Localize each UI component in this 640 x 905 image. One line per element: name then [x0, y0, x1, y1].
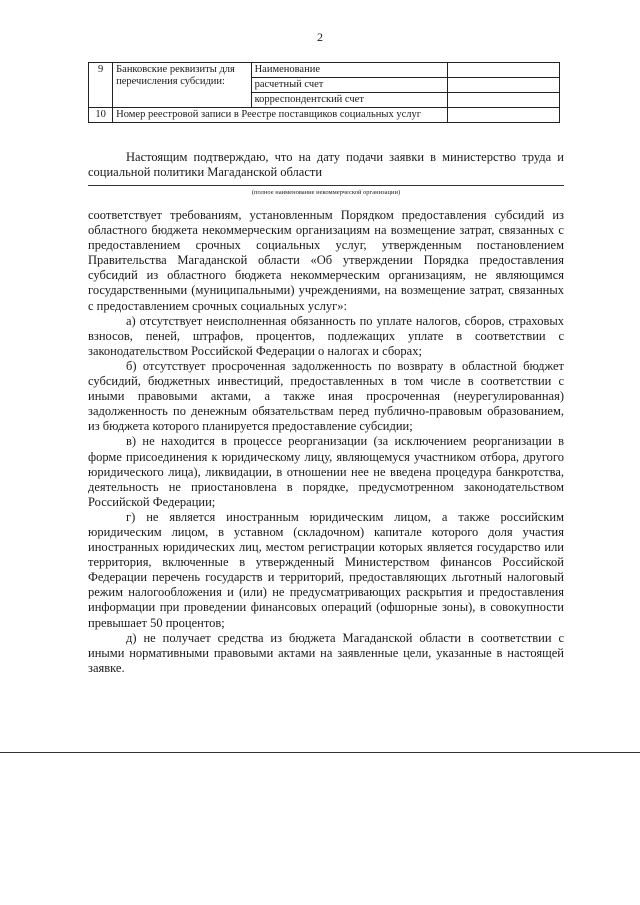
confirmation-text: [88, 150, 564, 180]
org-name-blank-line: [88, 185, 564, 186]
paragraph-item-e: д) не получает средства из бюджета Магаданской области в соответствии с иными нормативными правовыми актами на заявленные цели, указанные в настоящей заявке.: [88, 630, 564, 675]
paragraph-item-a: а) отсутствует неисполненная обязанность по уплате налогов, сборов, страховых взносов, пеней, штрафов, процентов, подлежащих уплате в соответствии с законодательством Российской Федерации о налогах и сборах;: [88, 313, 564, 358]
field-value: [447, 93, 559, 108]
paragraph-item-b: б) отсутствует просроченная задолженность по возврату в областной бюджет субсидий, бюджетных инвестиций, предоставленных в том числе в соответствии с иными правовыми актами, а также иная просроченная (неурегулированная) задолженность по денежным обязательствам перед публично-правовым образованием, из бюджета которого планируется предоставление субсидии;: [88, 358, 564, 434]
paragraph-intro: соответствует требованиям, установленным Порядком предоставления субсидий из областного бюджета некоммерческим организациям на возмещение затрат, связанных с предоставлением срочных социальных услуг, утвержденным постановлением Правительства Магаданской области «Об утверждении Порядка предоставления субсидий из областного бюджета некоммерческим организациям, не являющимся государственными (муниципальными) учреждениями, на возмещение затрат, связанных с предоставлением срочных социальных услуг»:: [88, 208, 564, 313]
page-number: 2: [317, 30, 323, 44]
page-bottom-rule: [0, 752, 640, 753]
bank-details-table: [88, 62, 560, 123]
row-number: 9: [89, 63, 113, 108]
org-name-caption: (полное наименование некоммерческой организации): [251, 189, 401, 196]
table-row: [89, 63, 560, 78]
row-label: Банковские реквизиты для перечисления субсидии:: [113, 63, 251, 108]
row-label: Номер реестровой записи в Реестре поставщиков социальных услуг: [113, 108, 448, 123]
document-body: [88, 208, 564, 676]
row-number: 10: [89, 108, 113, 123]
paragraph-item-d: г) не является иностранным юридическим лицом, а также российским юридическим лицом, в уставном (складочном) капитале которого доля участия иностранных юридических лиц, местом регистрации которых является государство или территория, включенные в утвержденный Министерством финансов Российской Федерации перечень государств и территорий, предоставляющих льготный налоговый режим налогообложения и (или) не предусматривающих раскрытия и предоставления информации при проведении финансовых операций (офшорные зоны), в совокупности превышает 50 процентов;: [88, 509, 564, 630]
field-value: [447, 63, 559, 78]
table-row: [89, 108, 560, 123]
field-value: [447, 78, 559, 93]
field-value: [447, 108, 559, 123]
field-name: расчетный счет: [251, 78, 447, 93]
paragraph-item-c: в) не находится в процессе реорганизации (за исключением реорганизации в форме присоединения к юридическому лицу, являющемуся участником отбора, другого юридического лица), ликвидации, в отношении нее не введена процедура банкротства, деятельность не приостановлена в порядке, предусмотренном законодательством Российской Федерации;: [88, 434, 564, 509]
confirmation-sentence: Настоящим подтверждаю, что на дату подачи заявки в министерство труда и социальной политики Магаданской области: [88, 150, 564, 179]
field-name: Наименование: [251, 63, 447, 78]
field-name: корреспондентский счет: [251, 93, 447, 108]
